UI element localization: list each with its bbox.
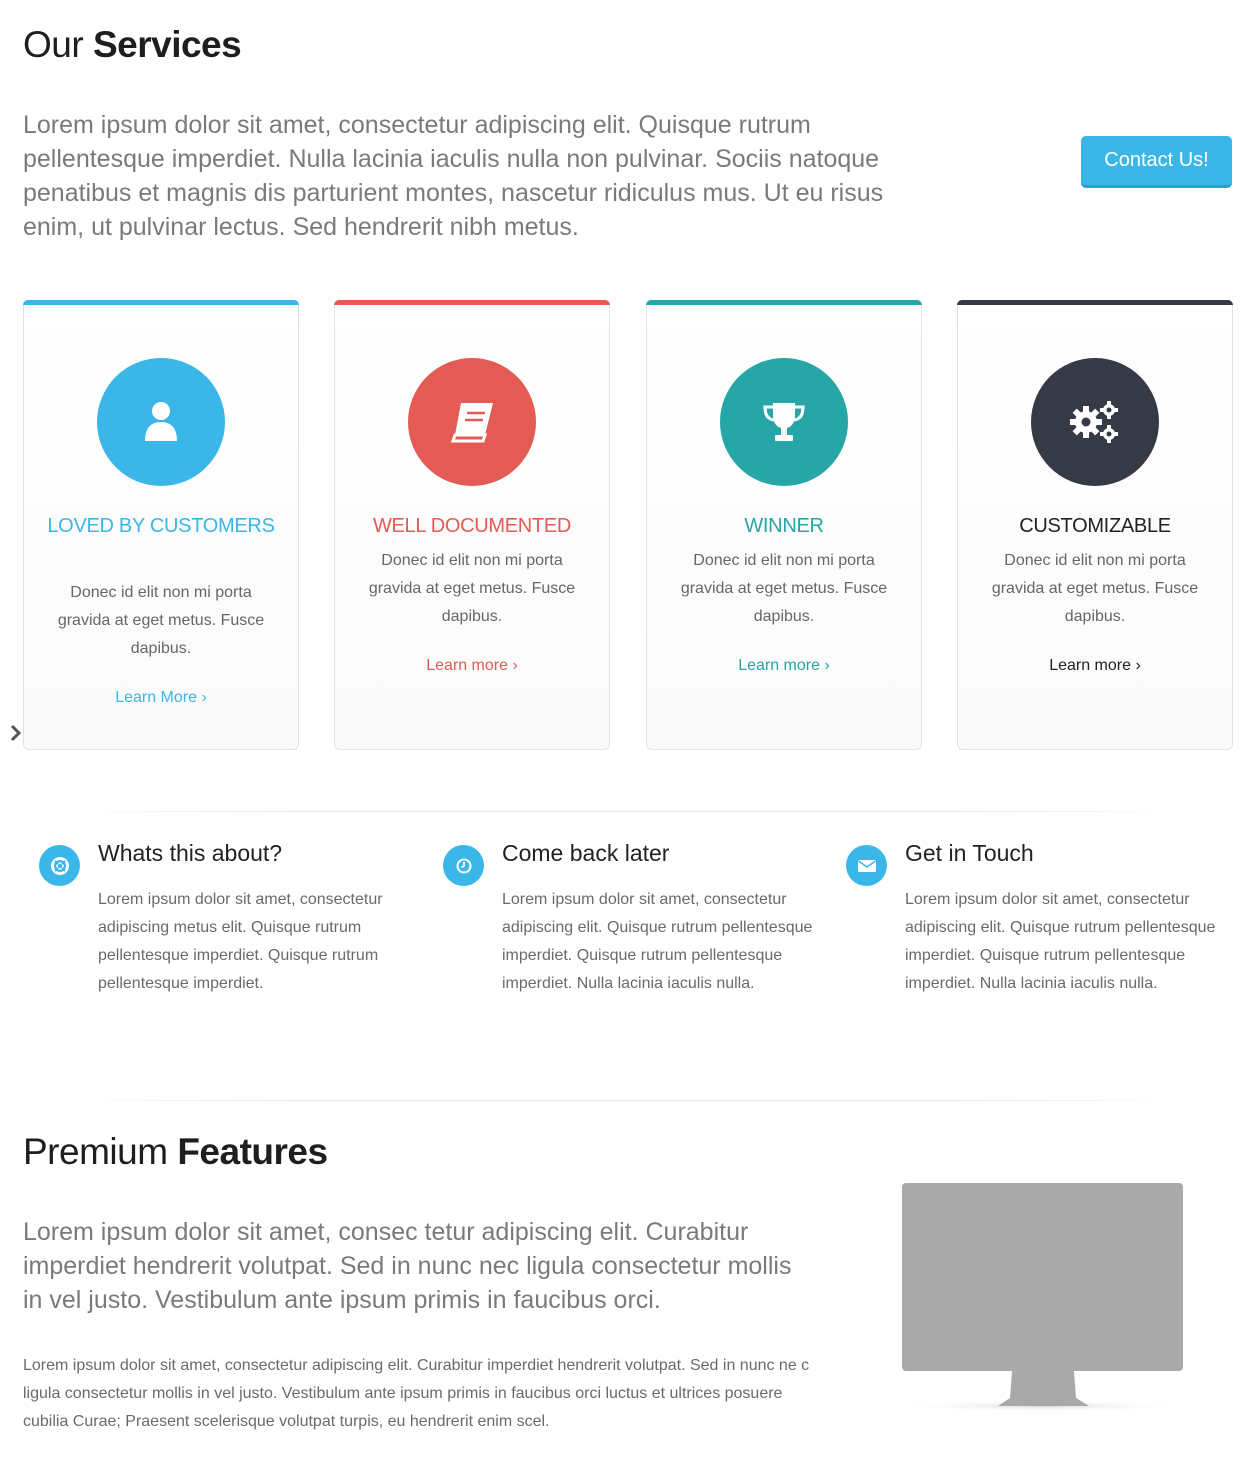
card-description: Donec id elit non mi porta gravida at eget metus. Fusce dapibus.	[57, 584, 265, 657]
card-top-bar	[23, 300, 299, 305]
trophy-icon	[761, 401, 807, 443]
services-title	[23, 24, 241, 66]
feature-title: Come back later	[502, 840, 670, 866]
service-card-loved-by-customers	[23, 300, 299, 750]
premium-title	[23, 1131, 328, 1173]
lifebuoy-icon	[50, 856, 70, 876]
card-description: Donec id elit non mi porta gravida at eget metus. Fusce dapibus.	[991, 552, 1199, 625]
premium-title-light: Premium	[23, 1131, 178, 1172]
chevron-right-icon: ›	[512, 657, 518, 674]
service-card-winner	[646, 300, 922, 750]
feature-title: Get in Touch	[905, 840, 1034, 866]
chevron-right-icon: ›	[824, 657, 830, 674]
card-title: WINNER	[744, 515, 824, 537]
learn-more-label: Learn More	[115, 689, 198, 706]
clock-icon	[455, 857, 473, 875]
card-title: CUSTOMIZABLE	[1019, 515, 1171, 537]
feature-description: Lorem ipsum dolor sit amet, consectetur adipiscing elit. Quisque rutrum pellentesque imperdiet. Quisque rutrum pellentesque imperdiet. Nulla lacinia iaculis nulla.	[502, 891, 813, 992]
card-top-bar	[957, 300, 1233, 305]
card-description: Donec id elit non mi porta gravida at eget metus. Fusce dapibus.	[368, 552, 576, 625]
learn-more-link[interactable]	[647, 657, 921, 675]
divider	[70, 811, 1180, 812]
learn-more-link[interactable]	[335, 657, 609, 675]
premium-lead: Lorem ipsum dolor sit amet, consec tetur adipiscing elit. Curabitur imperdiet hendrerit volutpat. Sed in nunc nec ligula consectetur mollis in vel justo. Vestibulum ante ipsum primis in faucibus orci.	[23, 1218, 792, 1314]
chevron-right-icon[interactable]	[9, 723, 23, 743]
book-icon	[449, 401, 495, 443]
feature-description: Lorem ipsum dolor sit amet, consectetur adipiscing elit. Quisque rutrum pellentesque imperdiet. Quisque rutrum pellentesque imperdiet. Nulla lacinia iaculis nulla.	[905, 891, 1216, 992]
feature-title: Whats this about?	[98, 840, 283, 866]
contact-us-button[interactable]: Contact Us!	[1081, 136, 1232, 188]
card-title: WELL DOCUMENTED	[372, 515, 572, 537]
learn-more-label: Learn more	[738, 657, 821, 674]
monitor-image	[886, 1182, 1198, 1414]
card-icon-circle	[720, 358, 848, 486]
card-top-bar	[334, 300, 610, 305]
feature-description: Lorem ipsum dolor sit amet, consectetur adipiscing metus elit. Quisque rutrum pellentesque imperdiet. Quisque rutrum pellentesque imperdiet.	[98, 891, 383, 992]
user-icon	[143, 401, 179, 443]
feature-icon-circle	[846, 845, 887, 886]
learn-more-label: Learn more	[1049, 657, 1132, 674]
card-icon-circle	[408, 358, 536, 486]
feature-icon-circle	[39, 845, 80, 886]
chevron-right-icon: ›	[1135, 657, 1141, 674]
learn-more-label: Learn more	[426, 657, 509, 674]
envelope-icon	[857, 858, 877, 874]
services-lead: Lorem ipsum dolor sit amet, consectetur adipiscing elit. Quisque rutrum pellentesque imperdiet. Nulla lacinia iaculis nulla non pulvinar. Sociis natoque penatibus et magnis dis parturient montes, nascetur ridiculus mus. Ut eu risus enim, ut pulvinar lectus. Sed hendrerit nibh metus.	[23, 111, 884, 241]
card-icon-circle	[1031, 358, 1159, 486]
card-top-bar	[646, 300, 922, 305]
services-title-light: Our	[23, 24, 93, 65]
feature-icon-circle	[443, 845, 484, 886]
card-title: LOVED BY CUSTOMERS	[47, 515, 275, 537]
gears-icon	[1069, 398, 1121, 446]
learn-more-link[interactable]	[958, 657, 1232, 675]
divider	[70, 1100, 1180, 1101]
premium-title-bold: Features	[177, 1131, 328, 1172]
service-card-customizable	[957, 300, 1233, 750]
learn-more-link[interactable]	[24, 689, 298, 707]
services-title-bold: Services	[92, 24, 242, 65]
card-icon-circle	[97, 358, 225, 486]
service-card-well-documented	[334, 300, 610, 750]
card-description: Donec id elit non mi porta gravida at eget metus. Fusce dapibus.	[680, 552, 888, 625]
chevron-right-icon: ›	[201, 689, 207, 706]
premium-body: Lorem ipsum dolor sit amet, consectetur adipiscing elit. Curabitur imperdiet hendrerit volutpat. Sed in nunc ne c ligula consectetur mollis in vel justo. Vestibulum ante ipsum primis in faucibus orci luctus et ultrices posuere cubilia Curae; Praesent scelerisque volutpat turpis, eu hendrerit enim scel.	[23, 1357, 810, 1430]
